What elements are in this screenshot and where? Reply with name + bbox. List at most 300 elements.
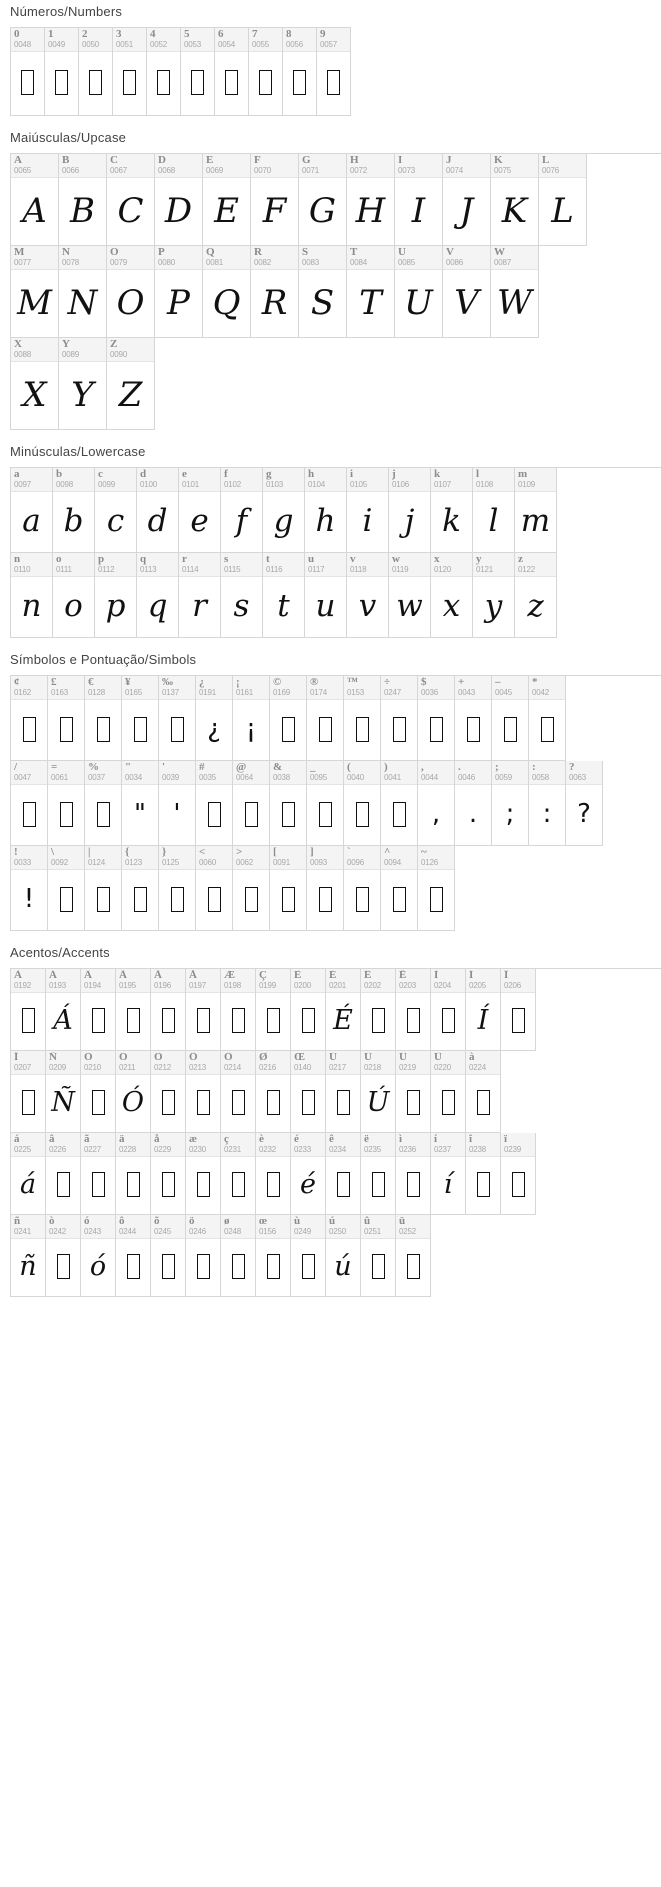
glyph-cell[interactable] xyxy=(443,246,491,338)
missing-glyph-icon xyxy=(21,70,34,95)
glyph-cell[interactable] xyxy=(361,969,396,1051)
glyph-cell[interactable] xyxy=(501,1133,536,1215)
glyph-cell[interactable] xyxy=(361,1215,396,1297)
glyph-cell[interactable] xyxy=(48,676,85,761)
glyph-cell[interactable] xyxy=(11,338,59,430)
glyph-cell[interactable] xyxy=(566,761,603,846)
glyph-cell[interactable] xyxy=(116,1051,151,1133)
glyph-code-label: 0244 xyxy=(119,1227,136,1236)
glyph-code-label: 0033 xyxy=(14,858,31,867)
glyph-cell[interactable] xyxy=(381,676,418,761)
glyph-cell[interactable] xyxy=(389,553,431,638)
glyph-meta xyxy=(307,761,343,785)
glyph-character-label: 4 xyxy=(150,29,156,40)
glyph-cell[interactable] xyxy=(11,1051,46,1133)
glyph-character-label: ~ xyxy=(421,847,427,858)
glyph-character-label: Ï xyxy=(14,1052,19,1063)
glyph-cell[interactable] xyxy=(85,846,122,931)
glyph-cell[interactable] xyxy=(107,338,155,430)
glyph-cell[interactable] xyxy=(307,846,344,931)
missing-glyph-icon xyxy=(232,1090,245,1115)
glyph-cell[interactable] xyxy=(344,676,381,761)
glyph-cell[interactable] xyxy=(122,676,159,761)
glyph-character-label: 5 xyxy=(184,29,190,40)
glyph-row xyxy=(11,553,557,638)
glyph-cell[interactable] xyxy=(299,154,347,246)
glyph-cell[interactable] xyxy=(418,676,455,761)
glyph-cell[interactable] xyxy=(11,246,59,338)
glyph-code-label: 0102 xyxy=(224,480,241,489)
glyph-cell[interactable] xyxy=(326,1051,361,1133)
glyph-cell[interactable] xyxy=(81,1051,116,1133)
glyph-cell[interactable] xyxy=(215,28,249,116)
glyph-cell[interactable] xyxy=(344,846,381,931)
glyph-cell[interactable] xyxy=(251,246,299,338)
glyph-cell[interactable] xyxy=(326,969,361,1051)
glyph-cell[interactable] xyxy=(529,676,566,761)
glyph-cell[interactable] xyxy=(381,761,418,846)
glyph-cell[interactable] xyxy=(11,1215,46,1297)
glyph-character-label: Ê xyxy=(364,970,372,981)
glyph-render: Á xyxy=(53,1005,73,1037)
glyph-cell[interactable] xyxy=(79,28,113,116)
glyph-cell[interactable] xyxy=(291,1051,326,1133)
glyph-cell[interactable] xyxy=(515,468,557,553)
glyph-cell[interactable] xyxy=(317,28,351,116)
glyph-cell[interactable] xyxy=(203,246,251,338)
glyph-code-label: 0204 xyxy=(434,981,451,990)
glyph-render xyxy=(291,1075,325,1132)
glyph-grid-lowercase xyxy=(10,467,661,638)
glyph-code-label: 0238 xyxy=(469,1145,486,1154)
glyph-cell[interactable] xyxy=(249,28,283,116)
glyph-cell[interactable] xyxy=(11,28,45,116)
glyph-code-label: 0225 xyxy=(14,1145,31,1154)
glyph-cell[interactable] xyxy=(283,28,317,116)
glyph-cell[interactable] xyxy=(396,969,431,1051)
glyph-character-label: l xyxy=(476,469,480,480)
glyph-cell[interactable] xyxy=(361,1133,396,1215)
missing-glyph-icon xyxy=(356,802,369,827)
glyph-cell[interactable] xyxy=(270,676,307,761)
glyph-cell[interactable] xyxy=(299,246,347,338)
glyph-code-label: 0126 xyxy=(421,858,438,867)
missing-glyph-icon xyxy=(225,70,238,95)
glyph-character-label: o xyxy=(56,554,62,565)
glyph-cell[interactable] xyxy=(95,468,137,553)
glyph-render: o xyxy=(64,587,83,624)
glyph-code-label: 0220 xyxy=(434,1063,451,1072)
glyph-cell[interactable] xyxy=(59,338,107,430)
glyph-render xyxy=(11,1075,45,1132)
glyph-meta xyxy=(79,28,112,52)
glyph-render: c xyxy=(106,502,125,539)
glyph-cell[interactable] xyxy=(116,1133,151,1215)
glyph-cell[interactable] xyxy=(418,761,455,846)
glyph-cell[interactable] xyxy=(431,468,473,553)
glyph-character-label: ê xyxy=(329,1134,334,1145)
missing-glyph-icon xyxy=(127,1254,140,1279)
glyph-code-label: 0075 xyxy=(494,166,511,175)
glyph-cell[interactable] xyxy=(431,969,466,1051)
glyph-code-label: 0054 xyxy=(218,40,235,49)
glyph-code-label: 0104 xyxy=(308,480,325,489)
glyph-cell[interactable] xyxy=(46,1051,81,1133)
glyph-code-label: 0165 xyxy=(125,688,142,697)
glyph-cell[interactable] xyxy=(159,846,196,931)
glyph-character-label: ë xyxy=(364,1134,369,1145)
glyph-code-label: 0192 xyxy=(14,981,31,990)
glyph-meta xyxy=(107,246,154,270)
glyph-code-label: 0217 xyxy=(329,1063,346,1072)
glyph-code-label: 0056 xyxy=(286,40,303,49)
glyph-cell[interactable] xyxy=(233,761,270,846)
glyph-cell[interactable] xyxy=(11,969,46,1051)
glyph-cell[interactable] xyxy=(46,969,81,1051)
glyph-render: ñ xyxy=(19,1251,37,1283)
glyph-character-label: 2 xyxy=(82,29,88,40)
glyph-cell[interactable] xyxy=(179,553,221,638)
glyph-character-label: ô xyxy=(119,1216,125,1227)
glyph-cell[interactable] xyxy=(122,846,159,931)
glyph-cell[interactable] xyxy=(81,1215,116,1297)
glyph-code-label: 0119 xyxy=(392,565,409,574)
glyph-cell[interactable] xyxy=(11,1133,46,1215)
glyph-cell[interactable] xyxy=(455,761,492,846)
glyph-cell[interactable] xyxy=(347,553,389,638)
glyph-cell[interactable] xyxy=(347,246,395,338)
glyph-code-label: 0114 xyxy=(182,565,199,574)
glyph-cell[interactable] xyxy=(361,1051,396,1133)
glyph-render: Ó xyxy=(121,1087,145,1119)
glyph-character-label: Ù xyxy=(329,1052,337,1063)
glyph-character-label: " xyxy=(125,762,132,773)
glyph-cell[interactable] xyxy=(196,846,233,931)
missing-glyph-icon xyxy=(245,802,258,827)
glyph-cell[interactable] xyxy=(46,1133,81,1215)
glyph-cell[interactable] xyxy=(186,1215,221,1297)
glyph-code-label: 0128 xyxy=(88,688,105,697)
glyph-character-label: z xyxy=(518,554,523,565)
glyph-cell[interactable] xyxy=(151,1133,186,1215)
glyph-cell[interactable] xyxy=(473,468,515,553)
glyph-render: Ú xyxy=(366,1087,390,1119)
glyph-character-label: $ xyxy=(421,677,427,688)
glyph-cell[interactable] xyxy=(221,969,256,1051)
glyph-character-label: à xyxy=(469,1052,475,1063)
glyph-cell[interactable] xyxy=(326,1133,361,1215)
glyph-code-label: 0108 xyxy=(476,480,493,489)
glyph-character-label: T xyxy=(350,247,358,258)
glyph-cell[interactable] xyxy=(221,1051,256,1133)
glyph-cell[interactable] xyxy=(181,28,215,116)
glyph-character-label: Á xyxy=(49,970,57,981)
glyph-cell[interactable] xyxy=(59,154,107,246)
glyph-cell[interactable] xyxy=(81,969,116,1051)
glyph-cell[interactable] xyxy=(291,1215,326,1297)
glyph-meta xyxy=(221,553,262,577)
glyph-code-label: 0252 xyxy=(399,1227,416,1236)
glyph-meta xyxy=(186,1215,220,1239)
glyph-cell[interactable] xyxy=(263,553,305,638)
glyph-character-label: ` xyxy=(347,847,351,858)
glyph-cell[interactable] xyxy=(11,154,59,246)
glyph-character-label: í xyxy=(434,1134,438,1145)
glyph-code-label: 0091 xyxy=(273,858,290,867)
glyph-cell[interactable] xyxy=(155,246,203,338)
glyph-meta xyxy=(263,553,304,577)
glyph-meta xyxy=(147,28,180,52)
glyph-cell[interactable] xyxy=(263,468,305,553)
glyph-code-label: 0097 xyxy=(14,480,31,489)
glyph-meta xyxy=(179,553,220,577)
glyph-cell[interactable] xyxy=(539,154,587,246)
glyph-character-label: E xyxy=(206,155,214,166)
glyph-code-label: 0068 xyxy=(158,166,175,175)
glyph-meta xyxy=(418,846,454,870)
glyph-cell[interactable] xyxy=(395,154,443,246)
glyph-render: Í xyxy=(477,1005,489,1037)
glyph-cell[interactable] xyxy=(396,1133,431,1215)
glyph-code-label: 0249 xyxy=(294,1227,311,1236)
missing-glyph-icon xyxy=(134,887,147,912)
missing-glyph-icon xyxy=(60,717,73,742)
glyph-meta xyxy=(11,1133,45,1157)
glyph-cell[interactable] xyxy=(389,468,431,553)
glyph-character-label: i xyxy=(350,469,354,480)
glyph-cell[interactable] xyxy=(466,1051,501,1133)
glyph-cell[interactable] xyxy=(466,1133,501,1215)
glyph-cell[interactable] xyxy=(85,761,122,846)
glyph-cell[interactable] xyxy=(443,154,491,246)
glyph-cell[interactable] xyxy=(151,1215,186,1297)
glyph-cell[interactable] xyxy=(155,154,203,246)
glyph-cell[interactable] xyxy=(116,1215,151,1297)
glyph-code-label: 0082 xyxy=(254,258,271,267)
glyph-cell[interactable] xyxy=(307,761,344,846)
glyph-cell[interactable] xyxy=(291,1133,326,1215)
glyph-cell[interactable] xyxy=(137,468,179,553)
glyph-cell[interactable] xyxy=(53,468,95,553)
glyph-cell[interactable] xyxy=(186,1051,221,1133)
glyph-cell[interactable] xyxy=(305,553,347,638)
glyph-cell[interactable] xyxy=(46,1215,81,1297)
glyph-cell[interactable] xyxy=(221,1133,256,1215)
glyph-code-label: 0096 xyxy=(347,858,364,867)
glyph-cell[interactable] xyxy=(326,1215,361,1297)
glyph-code-label: 0113 xyxy=(140,565,157,574)
glyph-character-label: 0 xyxy=(14,29,20,40)
glyph-cell[interactable] xyxy=(196,761,233,846)
glyph-render xyxy=(81,993,115,1050)
glyph-cell[interactable] xyxy=(53,553,95,638)
glyph-cell[interactable] xyxy=(151,969,186,1051)
glyph-cell[interactable] xyxy=(491,246,539,338)
glyph-meta xyxy=(196,676,232,700)
glyph-cell[interactable] xyxy=(221,468,263,553)
glyph-meta xyxy=(48,761,84,785)
glyph-code-label: 0072 xyxy=(350,166,367,175)
glyph-character-label: ] xyxy=(310,847,314,858)
glyph-cell[interactable] xyxy=(221,1215,256,1297)
glyph-character-label: 8 xyxy=(286,29,292,40)
glyph-cell[interactable] xyxy=(186,1133,221,1215)
glyph-meta xyxy=(186,1133,220,1157)
glyph-character-label: % xyxy=(88,762,99,773)
glyph-cell[interactable] xyxy=(233,846,270,931)
glyph-cell[interactable] xyxy=(270,846,307,931)
missing-glyph-icon xyxy=(171,717,184,742)
glyph-render: u xyxy=(315,587,336,624)
glyph-cell[interactable] xyxy=(11,846,48,931)
glyph-cell[interactable] xyxy=(431,1051,466,1133)
missing-glyph-icon xyxy=(407,1090,420,1115)
missing-glyph-icon xyxy=(134,717,147,742)
glyph-cell[interactable] xyxy=(492,676,529,761)
glyph-cell[interactable] xyxy=(116,969,151,1051)
glyph-cell[interactable] xyxy=(85,676,122,761)
glyph-character-label: ¿ xyxy=(199,677,205,688)
glyph-cell[interactable] xyxy=(270,761,307,846)
glyph-cell[interactable] xyxy=(151,1051,186,1133)
glyph-meta xyxy=(159,761,195,785)
glyph-code-label: 0219 xyxy=(399,1063,416,1072)
glyph-cell[interactable] xyxy=(515,553,557,638)
glyph-render: í xyxy=(443,1169,453,1201)
glyph-character-label: ã xyxy=(84,1134,90,1145)
glyph-cell[interactable] xyxy=(11,761,48,846)
glyph-render: t xyxy=(277,587,290,624)
glyph-code-label: 0228 xyxy=(119,1145,136,1154)
glyph-cell[interactable] xyxy=(137,553,179,638)
glyph-cell[interactable] xyxy=(147,28,181,116)
glyph-render xyxy=(381,785,417,845)
glyph-cell[interactable] xyxy=(491,154,539,246)
glyph-cell[interactable] xyxy=(95,553,137,638)
glyph-render xyxy=(326,1157,360,1214)
missing-glyph-icon xyxy=(477,1090,490,1115)
glyph-cell[interactable] xyxy=(159,676,196,761)
glyph-meta xyxy=(221,969,255,993)
glyph-cell[interactable] xyxy=(59,246,107,338)
glyph-code-label: 0232 xyxy=(259,1145,276,1154)
glyph-cell[interactable] xyxy=(179,468,221,553)
glyph-cell[interactable] xyxy=(113,28,147,116)
glyph-cell[interactable] xyxy=(251,154,299,246)
glyph-cell[interactable] xyxy=(305,468,347,553)
glyph-cell[interactable] xyxy=(256,969,291,1051)
missing-glyph-icon xyxy=(282,887,295,912)
glyph-cell[interactable] xyxy=(395,246,443,338)
glyph-meta xyxy=(326,1215,360,1239)
glyph-cell[interactable] xyxy=(48,846,85,931)
glyph-render: Ñ xyxy=(51,1087,75,1119)
glyph-render xyxy=(159,700,195,760)
glyph-character-label: Å xyxy=(189,970,197,981)
glyph-cell[interactable] xyxy=(11,553,53,638)
glyph-cell[interactable] xyxy=(492,761,529,846)
glyph-character-label: ò xyxy=(49,1216,55,1227)
glyph-render xyxy=(233,870,269,930)
missing-glyph-icon xyxy=(319,802,332,827)
glyph-cell[interactable] xyxy=(418,846,455,931)
glyph-cell[interactable] xyxy=(466,969,501,1051)
glyph-cell[interactable] xyxy=(396,1051,431,1133)
glyph-cell[interactable] xyxy=(307,676,344,761)
missing-glyph-icon xyxy=(92,1090,105,1115)
glyph-render: L xyxy=(551,190,574,231)
glyph-cell[interactable] xyxy=(291,969,326,1051)
glyph-cell[interactable] xyxy=(45,28,79,116)
glyph-render: C xyxy=(117,190,144,231)
glyph-meta xyxy=(116,1215,150,1239)
glyph-meta xyxy=(270,846,306,870)
glyph-cell[interactable] xyxy=(256,1215,291,1297)
glyph-render xyxy=(396,1075,430,1132)
glyph-cell[interactable] xyxy=(529,761,566,846)
glyph-code-label: 0245 xyxy=(154,1227,171,1236)
glyph-character-label: û xyxy=(364,1216,371,1227)
glyph-meta xyxy=(396,969,430,993)
glyph-cell[interactable] xyxy=(122,761,159,846)
glyph-cell[interactable] xyxy=(11,468,53,553)
glyph-render: z xyxy=(527,587,544,624)
glyph-cell[interactable] xyxy=(107,154,155,246)
glyph-character-label: y xyxy=(476,554,482,565)
glyph-render: é xyxy=(300,1169,316,1201)
glyph-cell[interactable] xyxy=(159,761,196,846)
glyph-render xyxy=(396,993,430,1050)
glyph-cell[interactable] xyxy=(221,553,263,638)
glyph-cell[interactable] xyxy=(431,1133,466,1215)
glyph-code-label: 0101 xyxy=(182,480,199,489)
glyph-cell[interactable] xyxy=(455,676,492,761)
missing-glyph-icon xyxy=(97,802,110,827)
glyph-meta xyxy=(299,154,346,178)
glyph-meta xyxy=(233,761,269,785)
glyph-cell[interactable] xyxy=(347,468,389,553)
missing-glyph-icon xyxy=(477,1172,490,1197)
glyph-cell[interactable] xyxy=(196,676,233,761)
glyph-cell[interactable] xyxy=(381,846,418,931)
glyph-cell[interactable] xyxy=(81,1133,116,1215)
glyph-cell[interactable] xyxy=(11,676,48,761)
glyph-cell[interactable] xyxy=(107,246,155,338)
glyph-cell[interactable] xyxy=(431,553,473,638)
glyph-cell[interactable] xyxy=(256,1051,291,1133)
glyph-character-label: Ä xyxy=(154,970,162,981)
glyph-render xyxy=(181,52,214,115)
glyph-cell[interactable] xyxy=(347,154,395,246)
glyph-cell[interactable] xyxy=(186,969,221,1051)
glyph-cell[interactable] xyxy=(203,154,251,246)
glyph-render xyxy=(418,700,454,760)
glyph-cell[interactable] xyxy=(256,1133,291,1215)
glyph-cell[interactable] xyxy=(344,761,381,846)
glyph-meta xyxy=(155,154,202,178)
glyph-cell[interactable] xyxy=(233,676,270,761)
glyph-meta xyxy=(107,338,154,362)
missing-glyph-icon xyxy=(22,1090,35,1115)
glyph-cell[interactable] xyxy=(48,761,85,846)
glyph-meta xyxy=(116,1133,150,1157)
glyph-cell[interactable] xyxy=(396,1215,431,1297)
glyph-cell[interactable] xyxy=(473,553,515,638)
glyph-render: D xyxy=(164,190,193,231)
glyph-meta xyxy=(46,969,80,993)
glyph-character-label: { xyxy=(125,847,130,858)
glyph-cell[interactable] xyxy=(501,969,536,1051)
